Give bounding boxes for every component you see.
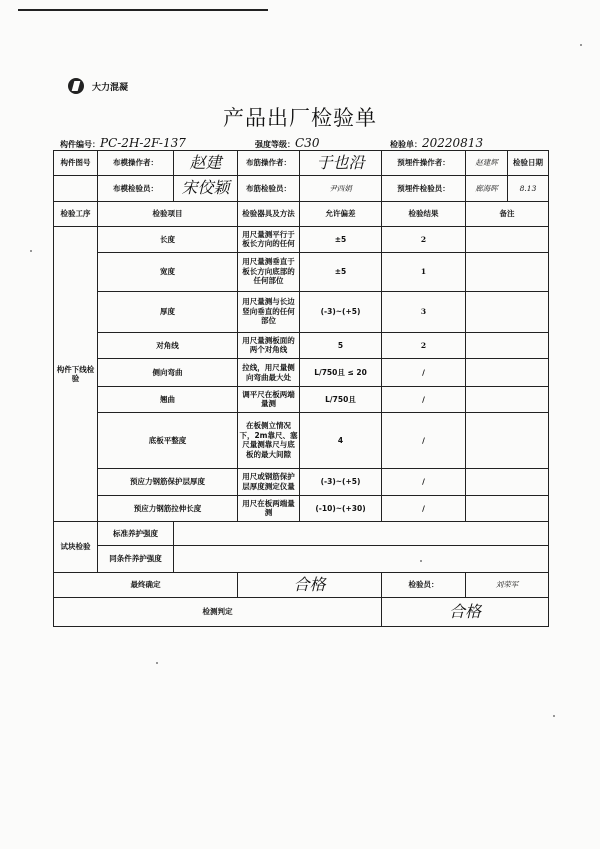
row-remarks [466,412,549,468]
row-remarks [466,226,549,252]
inspect-date-value: 20220813 [422,136,484,150]
col-tool: 检验器具及方法 [238,202,300,227]
scan-speck [30,250,32,252]
rebar-operator-label: 布筋操作者： [238,151,300,176]
scan-speck [580,44,582,46]
row-tool: 用尺量测与长边竖向垂直的任何部位 [238,291,300,332]
table-row [54,495,549,522]
row-result: / [382,386,466,412]
row-remarks [466,332,549,359]
formwork-operator-label: 布模操作者： [98,151,174,176]
operator-row [54,151,549,176]
row-tolerance: L/750且 [300,386,382,412]
rebar-inspector-value: 尹西娟 [300,175,382,202]
table-row [54,412,549,468]
row-tolerance: (-3)~(+5) [300,291,382,332]
row-result: 2 [382,332,466,359]
final-inspector-value: 刘荣军 [466,572,549,598]
row-remarks [466,495,549,522]
table-row [54,291,549,332]
row-item: 底板平整度 [98,412,238,468]
row-item: 翘曲 [98,386,238,412]
table-row [54,386,549,412]
table-row [54,359,549,387]
row-remarks [466,291,549,332]
row-item: 预应力钢筋保护层厚度 [98,468,238,495]
row-tool: 用尺量测平行于板长方向的任何 [238,226,300,252]
row-tolerance: ±5 [300,252,382,291]
row-tool: 拉线，用尺量侧向弯曲最大处 [238,359,300,387]
judgement-row [54,598,549,627]
row-item: 预应力钢筋拉伸长度 [98,495,238,522]
row-tool: 用尺在板两端量测 [238,495,300,522]
col-item: 检验项目 [98,202,238,227]
inspect-date-header: 检验日期 [508,151,549,176]
row-tool: 在板侧立情况下，2m靠尺、塞尺量测靠尺与底板的最大间隙 [238,412,300,468]
same-cure-value [174,545,549,572]
row-tool: 调平尺在板两端量测 [238,386,300,412]
table-row [54,252,549,291]
row-result: 1 [382,252,466,291]
table-row [54,332,549,359]
final-row [54,572,549,598]
embed-inspector-label: 预埋件检验员： [382,175,466,202]
formwork-inspector-label: 布模检验员： [98,175,174,202]
col-process: 检验工序 [54,202,98,227]
row-item: 对角线 [98,332,238,359]
scan-speck [156,662,158,664]
final-value: 合格 [238,572,382,598]
row-remarks [466,359,549,387]
formwork-inspector-value: 宋佼颖 [174,175,238,202]
inspection-form [53,150,549,627]
standard-cure-value [174,522,549,546]
row-tool: 用尺或钢筋保护层厚度测定仪量 [238,468,300,495]
row-tolerance: (-3)~(+5) [300,468,382,495]
scan-speck [420,560,422,562]
group-label: 构件下线检验 [54,226,98,521]
row-remarks [466,386,549,412]
embed-operator-label: 预埋件操作者： [382,151,466,176]
standard-cure-label: 标准养护强度 [98,522,174,546]
row-item: 厚度 [98,291,238,332]
embed-inspector-value: 廊海晖 [466,175,508,202]
col-remarks: 备注 [466,202,549,227]
inspect-date [390,136,483,150]
judgement-value: 合格 [382,598,549,627]
strength-value: C30 [295,136,320,150]
final-inspector-label: 检验员： [382,572,466,598]
row-result: 2 [382,226,466,252]
final-label: 最终确定 [54,572,238,598]
component-no [60,136,186,150]
company-name: 大力混凝 [92,83,129,93]
column-header-row [54,202,549,227]
row-remarks [466,252,549,291]
table-row [54,226,549,252]
test-block-label: 试块检验 [54,522,98,572]
test-block-row [54,545,549,572]
strength-label: 强度等级： [255,140,295,149]
company-logo-icon [68,78,84,94]
scan-speck [553,715,555,717]
top-rule [18,9,268,11]
inspector-row [54,175,549,202]
row-result: / [382,412,466,468]
row-item: 长度 [98,226,238,252]
inspect-date-value-cell: 8.13 [508,175,549,202]
row-tool: 用尺量测垂直于板长方向底部的任何部位 [238,252,300,291]
rebar-operator-value: 于也沿 [300,151,382,176]
col-tolerance: 允许偏差 [300,202,382,227]
row-tolerance: ±5 [300,226,382,252]
row-result: / [382,495,466,522]
col-result: 检验结果 [382,202,466,227]
component-no-value: PC-2H-2F-137 [100,136,186,150]
component-no-label: 构件编号： [60,140,100,149]
row-item: 宽度 [98,252,238,291]
row-tolerance: 4 [300,412,382,468]
row-tolerance: (-10)~(+30) [300,495,382,522]
row-item: 侧向弯曲 [98,359,238,387]
judgement-label: 检测判定 [54,598,382,627]
formwork-operator-value: 赵建 [174,151,238,176]
test-block-row [54,522,549,546]
drawing-no-blank [54,175,98,202]
row-result: / [382,468,466,495]
row-result: 3 [382,291,466,332]
row-tolerance: 5 [300,332,382,359]
row-tool: 用尺量测板面的两个对角线 [238,332,300,359]
row-result: / [382,359,466,387]
inspect-date-label: 检验单： [390,140,422,149]
same-cure-label: 同条件养护强度 [98,545,174,572]
table-row [54,468,549,495]
strength-grade [255,136,319,150]
embed-operator-value: 赵建辉 [466,151,508,176]
row-remarks [466,468,549,495]
page-title: 产品出厂检验单 [223,106,377,130]
rebar-inspector-label: 布筋检验员： [238,175,300,202]
row-tolerance: L/750且 ≤ 20 [300,359,382,387]
drawing-no-cell: 构件图号 [54,151,98,176]
